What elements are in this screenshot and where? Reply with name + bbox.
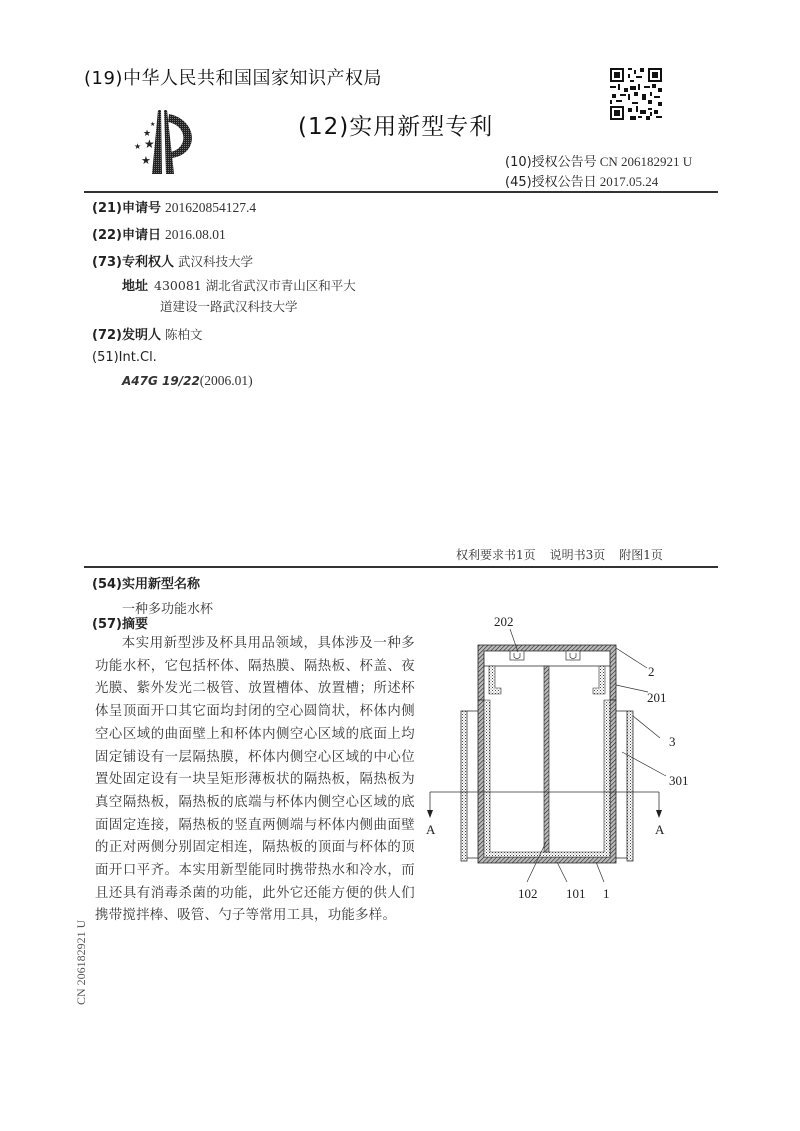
address bbox=[122, 275, 356, 294]
label-101: 101 bbox=[566, 886, 586, 901]
filing-date-value: 2016.08.01 bbox=[164, 227, 226, 242]
application-number-label: (21)申请号 bbox=[92, 201, 161, 216]
section-label-left: A bbox=[426, 822, 436, 837]
application-number-value: 201620854127.4 bbox=[164, 200, 257, 215]
filing-date bbox=[92, 224, 226, 243]
title-heading-label: (54)实用新型名称 bbox=[92, 577, 200, 592]
header-divider bbox=[84, 191, 718, 193]
int-cl bbox=[92, 350, 157, 365]
section-label-right: A bbox=[655, 822, 665, 837]
inventor-value: 陈柏文 bbox=[164, 327, 203, 342]
address-line2: 道建设一路武汉科技大学 bbox=[160, 299, 298, 314]
address-line2-row bbox=[160, 297, 298, 315]
inventor bbox=[92, 324, 203, 343]
cup-body bbox=[478, 666, 616, 863]
cup-cross-section-figure bbox=[420, 600, 710, 920]
office-name: (19)中华人民共和国国家知识产权局 bbox=[84, 68, 382, 89]
svg-text:★: ★ bbox=[141, 154, 151, 167]
address-line1: 430081 湖北省武汉市青山区和平大 bbox=[154, 278, 356, 293]
svg-text:★: ★ bbox=[134, 142, 142, 151]
ipc-version: (2006.01) bbox=[199, 373, 253, 388]
ipc-classification bbox=[122, 373, 253, 389]
address-label: 地址 bbox=[122, 279, 149, 294]
patentee-label: (73)专利权人 bbox=[92, 255, 174, 270]
filing-date-label: (22)申请日 bbox=[92, 228, 161, 243]
publication-number-value: CN 206182921 U bbox=[599, 154, 693, 169]
cnipa-logo-icon bbox=[128, 102, 198, 182]
label-301: 301 bbox=[669, 773, 689, 788]
drawings-page-count: 附图1页 bbox=[619, 548, 663, 562]
ipc-code: A47G 19/22 bbox=[122, 374, 200, 388]
abstract-heading-label: (57)摘要 bbox=[92, 617, 148, 632]
leader-lines bbox=[510, 629, 666, 882]
description-page-count: 说明书3页 bbox=[549, 548, 606, 562]
label-3: 3 bbox=[669, 734, 676, 749]
svg-text:★: ★ bbox=[143, 129, 152, 139]
side-publication-code: CN 206182921 U bbox=[74, 919, 88, 1005]
label-2: 2 bbox=[648, 664, 655, 679]
utility-model-title: 一种多功能水杯 bbox=[122, 602, 214, 617]
qr-code-icon[interactable] bbox=[610, 68, 662, 120]
patentee-value: 武汉科技大学 bbox=[177, 254, 253, 269]
patentee bbox=[92, 251, 253, 270]
application-number bbox=[92, 197, 256, 216]
label-201: 201 bbox=[647, 690, 667, 705]
publication-date-value: 2017.05.24 bbox=[599, 174, 659, 189]
svg-text:★: ★ bbox=[144, 137, 155, 151]
publication-number-label: (10)授权公告号 bbox=[505, 155, 597, 170]
title-heading bbox=[92, 573, 200, 592]
publication-date-label: (45)授权公告日 bbox=[505, 175, 597, 190]
publication-number bbox=[505, 151, 692, 170]
inventor-label: (72)发明人 bbox=[92, 328, 161, 343]
page-counts bbox=[456, 546, 677, 563]
abstract-text: 本实用新型涉及杯具用品领域，具体涉及一种多功能水杯，它包括杯体、隔热膜、隔热板、杯盖、夜光膜、紫外发光二极管、放置槽体、放置槽；所述杯体呈顶面开口其它面均封闭的空心圆筒状，杯体内侧空心区域的曲面壁上和杯体内侧空心区域的底面上均固定铺设有一层隔热膜，杯体内侧空心区域的中心位置处固定设有一块呈矩形薄板状的隔热板，隔热板为真空隔热板，隔热板的底端与杯体内侧空心区域的底面固定连接，隔热板的竖直两侧端与杯体内侧曲面壁的正对两侧分别固定相连，隔热板的顶面与杯体的顶面开口平齐。本实用新型能同时携带热水和冷水，而且还具有消毒杀菌的功能，此外它还能方便的供人们携带搅拌棒、吸管、勺子等常用工具，功能多样。 bbox=[95, 636, 415, 924]
label-102: 102 bbox=[518, 886, 538, 901]
label-202: 202 bbox=[494, 614, 514, 629]
abstract-heading bbox=[92, 613, 148, 632]
publication-date bbox=[505, 171, 658, 190]
claims-page-count: 权利要求书1页 bbox=[456, 548, 536, 562]
int-cl-label: (51)Int.Cl. bbox=[92, 350, 157, 365]
label-1: 1 bbox=[603, 886, 610, 901]
bibliography-divider bbox=[84, 566, 718, 568]
svg-text:★: ★ bbox=[150, 121, 156, 128]
document-type-title: (12)实用新型专利 bbox=[298, 114, 494, 140]
